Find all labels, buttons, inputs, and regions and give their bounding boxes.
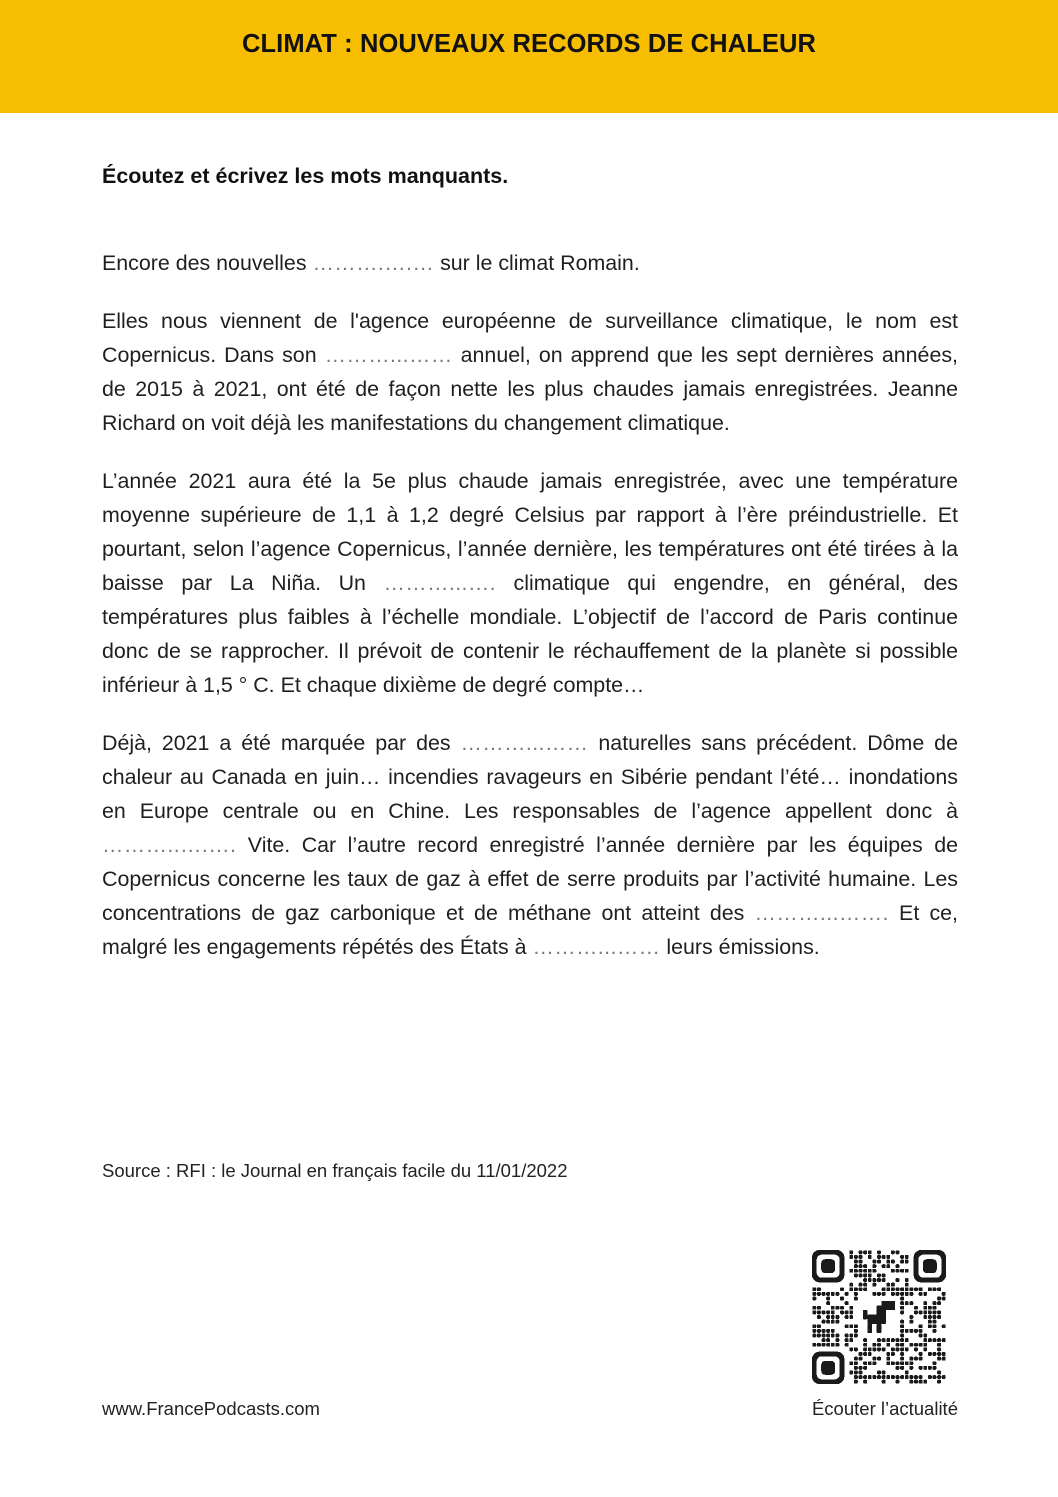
text-segment: climatique qui engendre, en général, des températures plus faibles à l’échelle mondiale. L’objectif de l’accord de Paris continue donc de se rapprocher. Il prévoit de contenir le réchauffement de la planète si possible inférieur à 1,5 ° C. Et chaque dixième de degré compte… [102,571,958,697]
text-segment: Déjà, 2021 a été marquée par des [102,731,461,755]
blank-field[interactable]: ………...…… [532,935,661,959]
text-segment: L’année 2021 aura été la 5e plus chaude jamais enregistrée, avec une température moyenne supérieure de 1,1 à 1,2 degré Celsius par rapport à l’ère préindustrielle. Et pourtant, selon l’agence Copernicus, l’année dernière, les températures ont été tirées à la baisse par La Niña. Un [102,469,958,595]
text-segment: Elles nous viennent de l'agence européenne de surveillance climatique, le nom est Copernicus. Dans son [102,309,958,367]
text-segment: annuel, on apprend que les sept dernières années, de 2015 à 2021, ont été de façon nette les plus chaudes jamais enregistrées. Jeanne Richard on voit déjà les manifestations du changement climatique. [102,343,958,435]
page-title: CLIMAT : NOUVEAUX RECORDS DE CHALEUR [241,30,817,58]
article-text [102,246,958,988]
blank-field[interactable]: ………..….…. [102,833,237,857]
listen-news-link[interactable]: Écouter l’actualité [811,1398,958,1419]
text-segment: Vite. Car l’autre record enregistré l’année dernière par les équipes de Copernicus concerne les taux de gaz à effet de serre produits par l’activité humaine. Les concentrations de gaz carbonique et de méthane ont atteint des [102,833,958,925]
paragraph-1 [102,246,958,280]
blank-field[interactable]: ………...…… [460,731,589,755]
text-segment: Et ce, malgré les engagements répétés des États à [102,901,958,959]
text-segment: leurs émissions. [660,935,820,959]
blank-field[interactable]: ………...……. [754,901,889,925]
paragraph-2 [102,304,958,440]
blank-field[interactable]: ………...…. [383,571,497,595]
paragraph-3 [102,464,958,702]
text-segment: sur le climat Romain. [434,251,640,275]
header-banner [0,0,1058,113]
website-link[interactable]: www.FrancePodcasts.com [102,1398,320,1419]
blank-field[interactable]: ………...…… [324,343,453,367]
blank-field[interactable]: ……….….… [312,251,435,275]
exercise-instruction: Écoutez et écrivez les mots manquants. [102,164,509,188]
text-segment: Encore des nouvelles [102,251,313,275]
source-citation: Source : RFI : le Journal en français facile du 11/01/2022 [102,1160,568,1181]
text-segment: naturelles sans précédent. Dôme de chaleur au Canada en juin… incendies ravageurs en Sibérie pendant l’été… inondations en Europe centrale ou en Chine. Les responsables de l’agence appellent donc à [102,731,958,823]
qr-code-icon[interactable] [812,1250,946,1384]
paragraph-4 [102,726,958,964]
